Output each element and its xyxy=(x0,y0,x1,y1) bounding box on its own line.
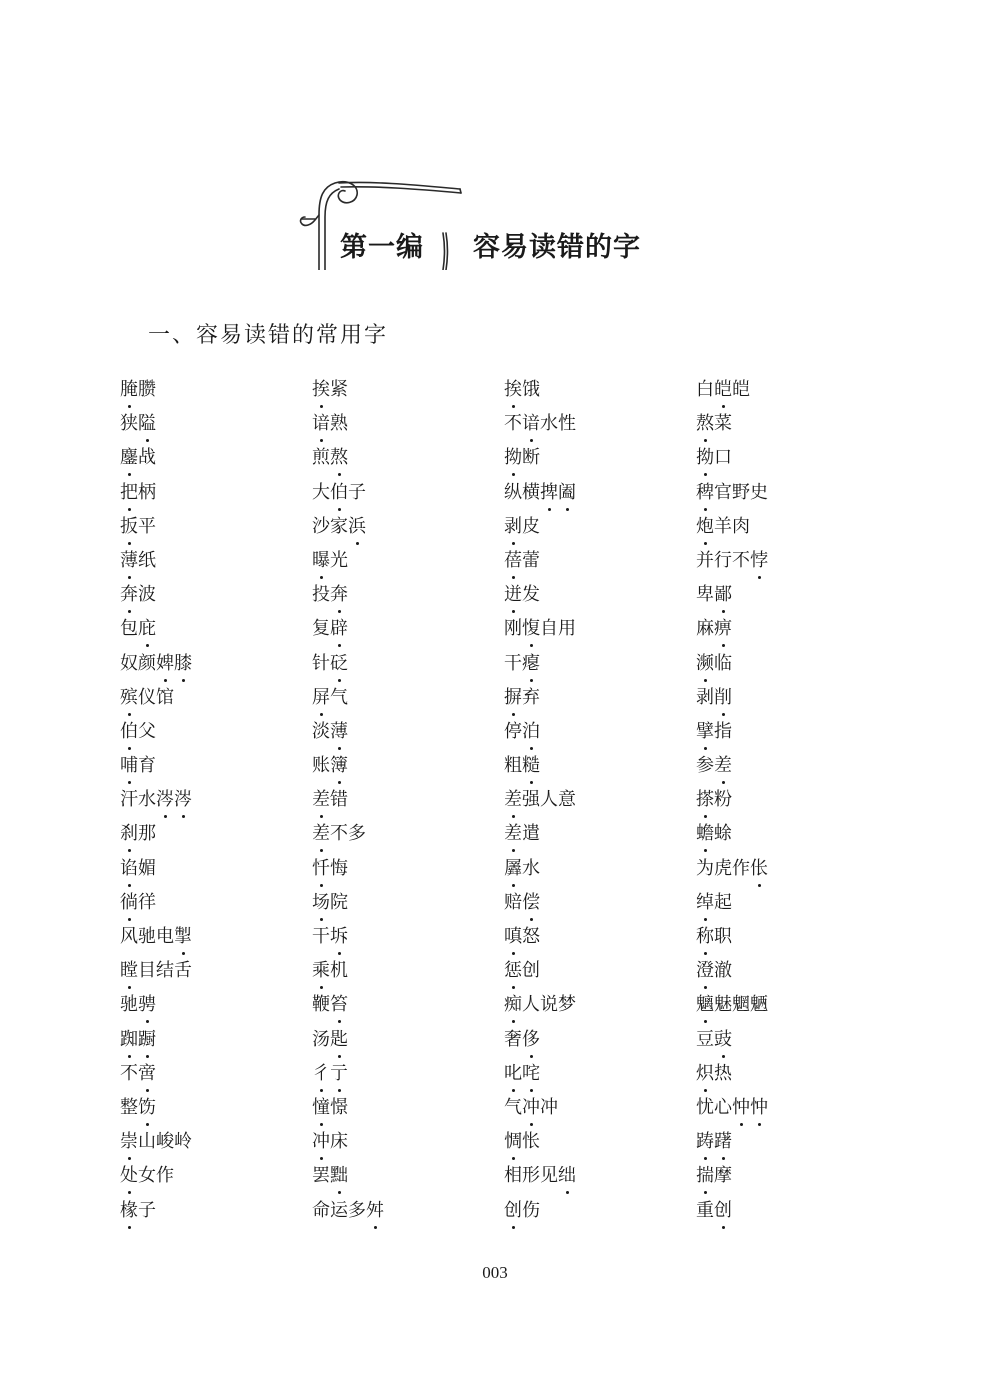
word-item: 扳平 xyxy=(120,512,312,546)
word-item: 麻痹 xyxy=(696,614,888,648)
word-item: 薄纸 xyxy=(120,546,312,580)
word-item: 为虎作伥 xyxy=(696,854,888,888)
word-item: 奴颜婢膝 xyxy=(120,649,312,683)
word-item: 沙家浜 xyxy=(312,512,504,546)
word-item: 剥皮 xyxy=(504,512,696,546)
word-item: 搽粉 xyxy=(696,785,888,819)
word-item: 痴人说梦 xyxy=(504,990,696,1024)
word-item: 狭隘 xyxy=(120,409,312,443)
section-heading: 一、容易读错的常用字 xyxy=(148,323,389,348)
word-item: 魑魅魍魉 xyxy=(696,990,888,1024)
word-item: 踌躇 xyxy=(696,1127,888,1161)
word-item: 炽热 xyxy=(696,1059,888,1093)
word-item: 命运多舛 xyxy=(312,1196,504,1230)
word-item: 稗官野史 xyxy=(696,478,888,512)
word-item: 腌臜 xyxy=(120,375,312,409)
page-number: 003 xyxy=(482,1263,508,1282)
word-item: 称职 xyxy=(696,922,888,956)
part-title: 第一编 xyxy=(340,232,424,263)
word-item: 粗糙 xyxy=(504,751,696,785)
word-item: 瞠目结舌 xyxy=(120,956,312,990)
word-item: 罢黜 xyxy=(312,1161,504,1195)
word-item: 椽子 xyxy=(120,1196,312,1230)
word-item: 包庇 xyxy=(120,614,312,648)
word-item: 干坼 xyxy=(312,922,504,956)
word-item: 拗断 xyxy=(504,443,696,477)
word-item: 煎熬 xyxy=(312,443,504,477)
word-item: 嗔怒 xyxy=(504,922,696,956)
word-item: 场院 xyxy=(312,888,504,922)
word-item: 叱咤 xyxy=(504,1059,696,1093)
word-item: 彳亍 xyxy=(312,1059,504,1093)
word-item: 徜徉 xyxy=(120,888,312,922)
word-item: 忏悔 xyxy=(312,854,504,888)
word-item: 参差 xyxy=(696,751,888,785)
word-item: 刚愎自用 xyxy=(504,614,696,648)
word-item: 刹那 xyxy=(120,819,312,853)
word-item: 哺育 xyxy=(120,751,312,785)
word-item: 迸发 xyxy=(504,580,696,614)
word-item: 屏气 xyxy=(312,683,504,717)
word-item: 挨饿 xyxy=(504,375,696,409)
chapter-header xyxy=(295,175,695,275)
word-item: 差错 xyxy=(312,785,504,819)
word-item: 擘指 xyxy=(696,717,888,751)
word-item: 奔波 xyxy=(120,580,312,614)
word-item: 并行不悖 xyxy=(696,546,888,580)
word-item: 炮羊肉 xyxy=(696,512,888,546)
word-item: 赔偿 xyxy=(504,888,696,922)
word-item: 重创 xyxy=(696,1196,888,1230)
word-item: 淡薄 xyxy=(312,717,504,751)
word-item: 羼水 xyxy=(504,854,696,888)
word-item: 大伯子 xyxy=(312,478,504,512)
word-item: 拗口 xyxy=(696,443,888,477)
word-item: 濒临 xyxy=(696,649,888,683)
word-item: 停泊 xyxy=(504,717,696,751)
word-item: 把柄 xyxy=(120,478,312,512)
word-item: 针砭 xyxy=(312,649,504,683)
word-item: 风驰电掣 xyxy=(120,922,312,956)
word-item: 豆豉 xyxy=(696,1025,888,1059)
word-item: 惩创 xyxy=(504,956,696,990)
word-item: 复辟 xyxy=(312,614,504,648)
word-item: 差强人意 xyxy=(504,785,696,819)
word-item: 不啻 xyxy=(120,1059,312,1093)
word-item: 伯父 xyxy=(120,717,312,751)
word-item: 汤匙 xyxy=(312,1025,504,1059)
word-item: 绰起 xyxy=(696,888,888,922)
word-item: 差遣 xyxy=(504,819,696,853)
word-item: 卑鄙 xyxy=(696,580,888,614)
word-item: 驰骋 xyxy=(120,990,312,1024)
word-item: 处女作 xyxy=(120,1161,312,1195)
word-item: 谄媚 xyxy=(120,854,312,888)
word-item: 不谙水性 xyxy=(504,409,696,443)
word-item: 整饬 xyxy=(120,1093,312,1127)
word-item: 气冲冲 xyxy=(504,1093,696,1127)
word-item: 蟾蜍 xyxy=(696,819,888,853)
word-item: 汗水涔涔 xyxy=(120,785,312,819)
word-item: 鏖战 xyxy=(120,443,312,477)
chapter-title: 容易读错的字 xyxy=(473,232,641,263)
word-item: 乘机 xyxy=(312,956,504,990)
word-item: 冲床 xyxy=(312,1127,504,1161)
word-item: 投奔 xyxy=(312,580,504,614)
word-item: 揣摩 xyxy=(696,1161,888,1195)
word-item: 鞭笞 xyxy=(312,990,504,1024)
word-item: 纵横捭阖 xyxy=(504,478,696,512)
word-item: 创伤 xyxy=(504,1196,696,1230)
word-item: 憧憬 xyxy=(312,1093,504,1127)
word-item: 谙熟 xyxy=(312,409,504,443)
word-item: 蓓蕾 xyxy=(504,546,696,580)
word-item: 奢侈 xyxy=(504,1025,696,1059)
word-item: 白皑皑 xyxy=(696,375,888,409)
word-list xyxy=(120,375,900,1230)
word-item: 摒弃 xyxy=(504,683,696,717)
word-item: 殡仪馆 xyxy=(120,683,312,717)
word-item: 曝光 xyxy=(312,546,504,580)
word-item: 澄澈 xyxy=(696,956,888,990)
word-item: 差不多 xyxy=(312,819,504,853)
word-item: 干瘪 xyxy=(504,649,696,683)
word-item: 惆怅 xyxy=(504,1127,696,1161)
word-item: 账簿 xyxy=(312,751,504,785)
word-item: 忧心忡忡 xyxy=(696,1093,888,1127)
word-item: 挨紧 xyxy=(312,375,504,409)
word-item: 熬菜 xyxy=(696,409,888,443)
word-item: 崇山峻岭 xyxy=(120,1127,312,1161)
word-item: 剥削 xyxy=(696,683,888,717)
word-item: 相形见绌 xyxy=(504,1161,696,1195)
word-item: 踟蹰 xyxy=(120,1025,312,1059)
